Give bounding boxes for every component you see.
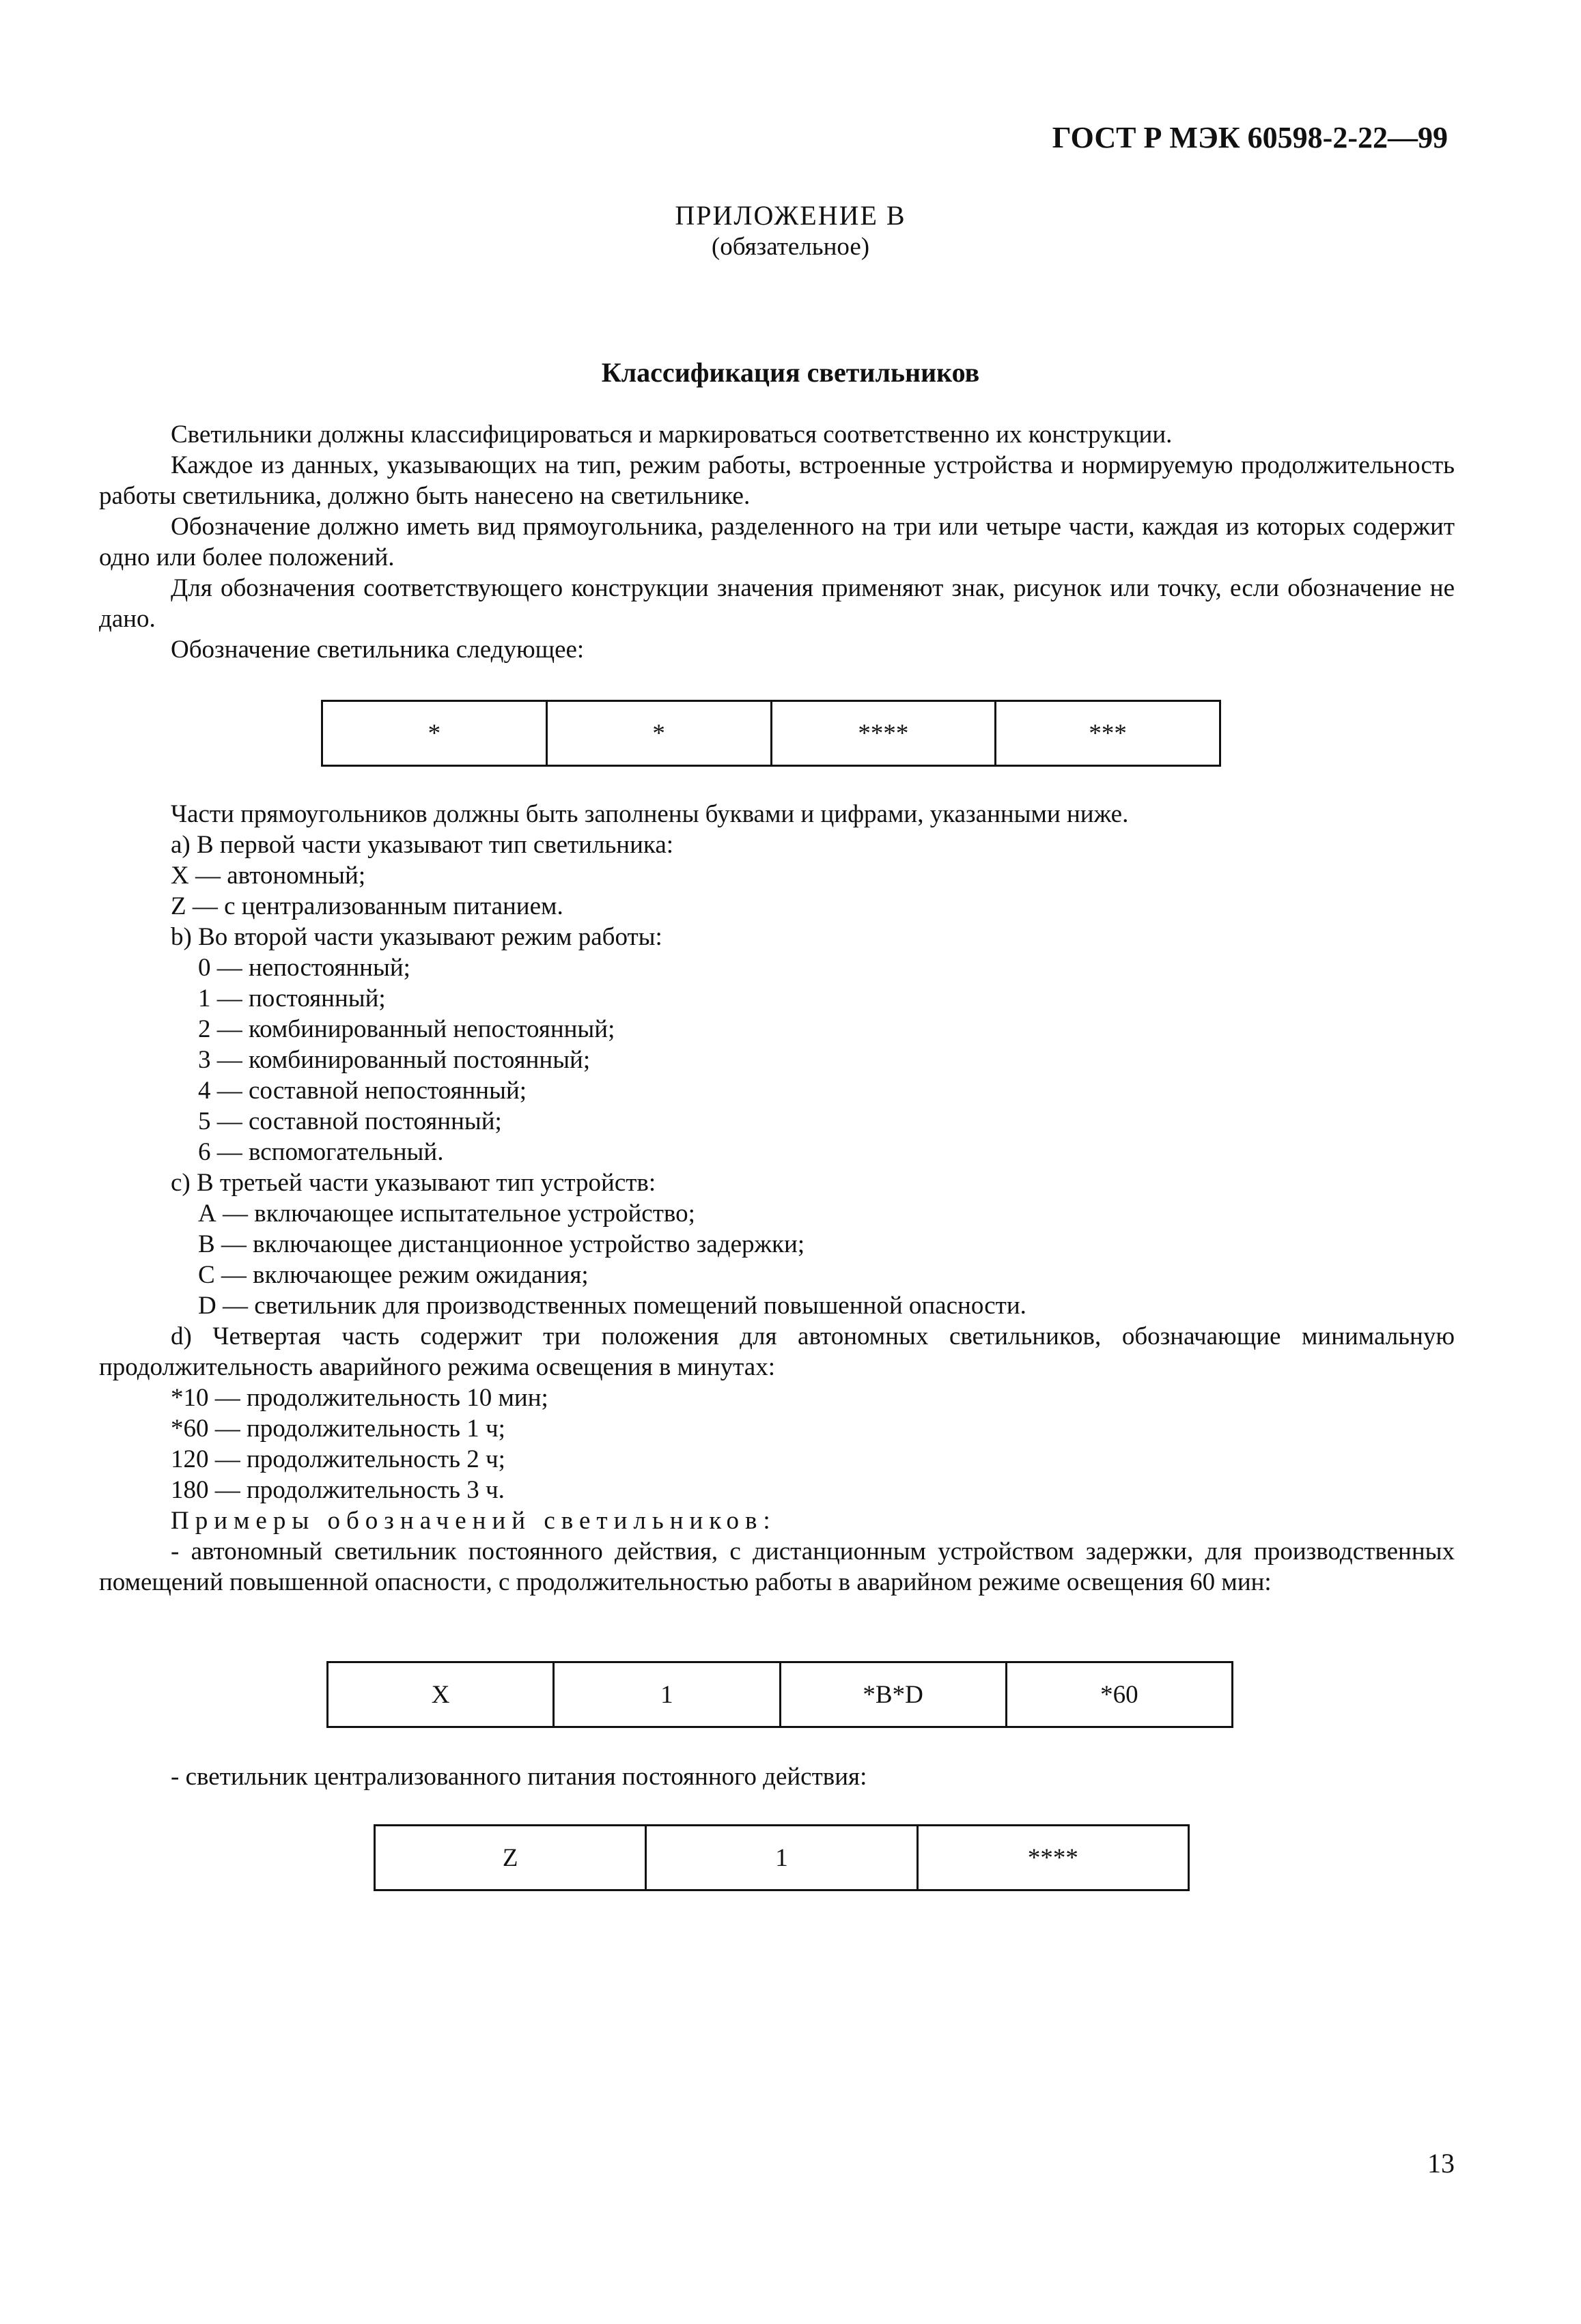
example-2-table <box>374 1824 1190 1891</box>
rule-d-item: *10 — продолжительность 10 мин; <box>171 1384 548 1412</box>
rule-c-item: D — светильник для производственных помещений повышенной опасности. <box>198 1292 1026 1320</box>
rule-b-item: 4 — составной непостоянный; <box>198 1077 527 1105</box>
rule-c-title: с) В третьей части указывают тип устройств: <box>171 1169 656 1197</box>
examples-title: Примеры обозначений светильников: <box>171 1507 776 1535</box>
intro-paragraph-5: Обозначение светильника следующее: <box>171 636 585 664</box>
appendix-title: ПРИЛОЖЕНИЕ В <box>675 200 906 231</box>
intro-paragraph-1: Светильники должны классифицироваться и маркироваться соответственно их конструкции. <box>171 421 1173 449</box>
rule-c-item: В — включающее дистанционное устройство задержки; <box>198 1230 805 1258</box>
section-heading: Классификация светильников <box>601 357 980 388</box>
example-2-cell: Z <box>375 1826 646 1890</box>
rule-a-item: Z — с централизованным питанием. <box>171 892 563 920</box>
rule-b-item: 6 — вспомогательный. <box>198 1138 444 1166</box>
intro-paragraph-4: Для обозначения соответствующего конструкции значения применяют знак, рисунок или точку, если обозначение не дано. <box>99 574 1455 633</box>
example-2-cell: 1 <box>646 1826 917 1890</box>
rule-b-item: 1 — постоянный; <box>198 984 386 1012</box>
rule-b-item: 2 — комбинированный непостоянный; <box>198 1015 615 1043</box>
example-1-cell: *60 <box>1006 1662 1232 1727</box>
example-1-text: - автономный светильник постоянного действия, с дистанционным устройством задержки, для производственных помещений повышенной опасности, с продолжительностью работы в аварийном режиме освещения 60 мин: <box>99 1537 1455 1596</box>
designation-template-table <box>321 700 1221 767</box>
rule-a-title: а) В первой части указывают тип светильника: <box>171 831 674 859</box>
example-2-cell: **** <box>917 1826 1188 1890</box>
template-cell-3: **** <box>771 701 996 766</box>
template-cell-4: *** <box>996 701 1220 766</box>
rule-a-item: X — автономный; <box>171 862 366 890</box>
example-1-cell: X <box>328 1662 554 1727</box>
page-number: 13 <box>1427 2148 1455 2179</box>
rule-b-item: 3 — комбинированный постоянный; <box>198 1046 591 1074</box>
rule-d-text: d) Четвертая часть содержит три положения для автономных светильников, обозначающие минимальную продолжительность аварийного режима освещения в минутах: <box>99 1322 1455 1381</box>
rule-d-item: 120 — продолжительность 2 ч; <box>171 1445 505 1473</box>
rule-b-item: 0 — непостоянный; <box>198 954 410 982</box>
intro-paragraph-3: Обозначение должно иметь вид прямоугольника, разделенного на три или четыре части, каждая из которых содержит одно или более положений. <box>99 513 1455 571</box>
rule-c-item: С — включающее режим ожидания; <box>198 1261 589 1289</box>
example-1-cell: 1 <box>554 1662 780 1727</box>
template-cell-2: * <box>546 701 771 766</box>
appendix-subtitle: (обязательное) <box>711 233 870 261</box>
rules-intro: Части прямоугольников должны быть заполнены буквами и цифрами, указанными ниже. <box>171 800 1129 828</box>
template-cell-1: * <box>322 701 547 766</box>
rule-b-item: 5 — составной постоянный; <box>198 1107 502 1135</box>
document-code: ГОСТ Р МЭК 60598-2-22—99 <box>1052 121 1448 154</box>
example-2-text: - светильник централизованного питания постоянного действия: <box>171 1763 867 1791</box>
rule-c-item: А — включающее испытательное устройство; <box>198 1200 695 1228</box>
example-1-cell: *B*D <box>780 1662 1006 1727</box>
rule-d-item: 180 — продолжительность 3 ч. <box>171 1476 505 1504</box>
rule-d-item: *60 — продолжительность 1 ч; <box>171 1415 505 1443</box>
rule-b-title: b) Во второй части указывают режим работы: <box>171 923 662 951</box>
example-1-table <box>326 1661 1233 1728</box>
intro-paragraph-2: Каждое из данных, указывающих на тип, режим работы, встроенные устройства и нормируемую продолжительность работы светильника, должно быть нанесено на светильнике. <box>99 451 1455 510</box>
